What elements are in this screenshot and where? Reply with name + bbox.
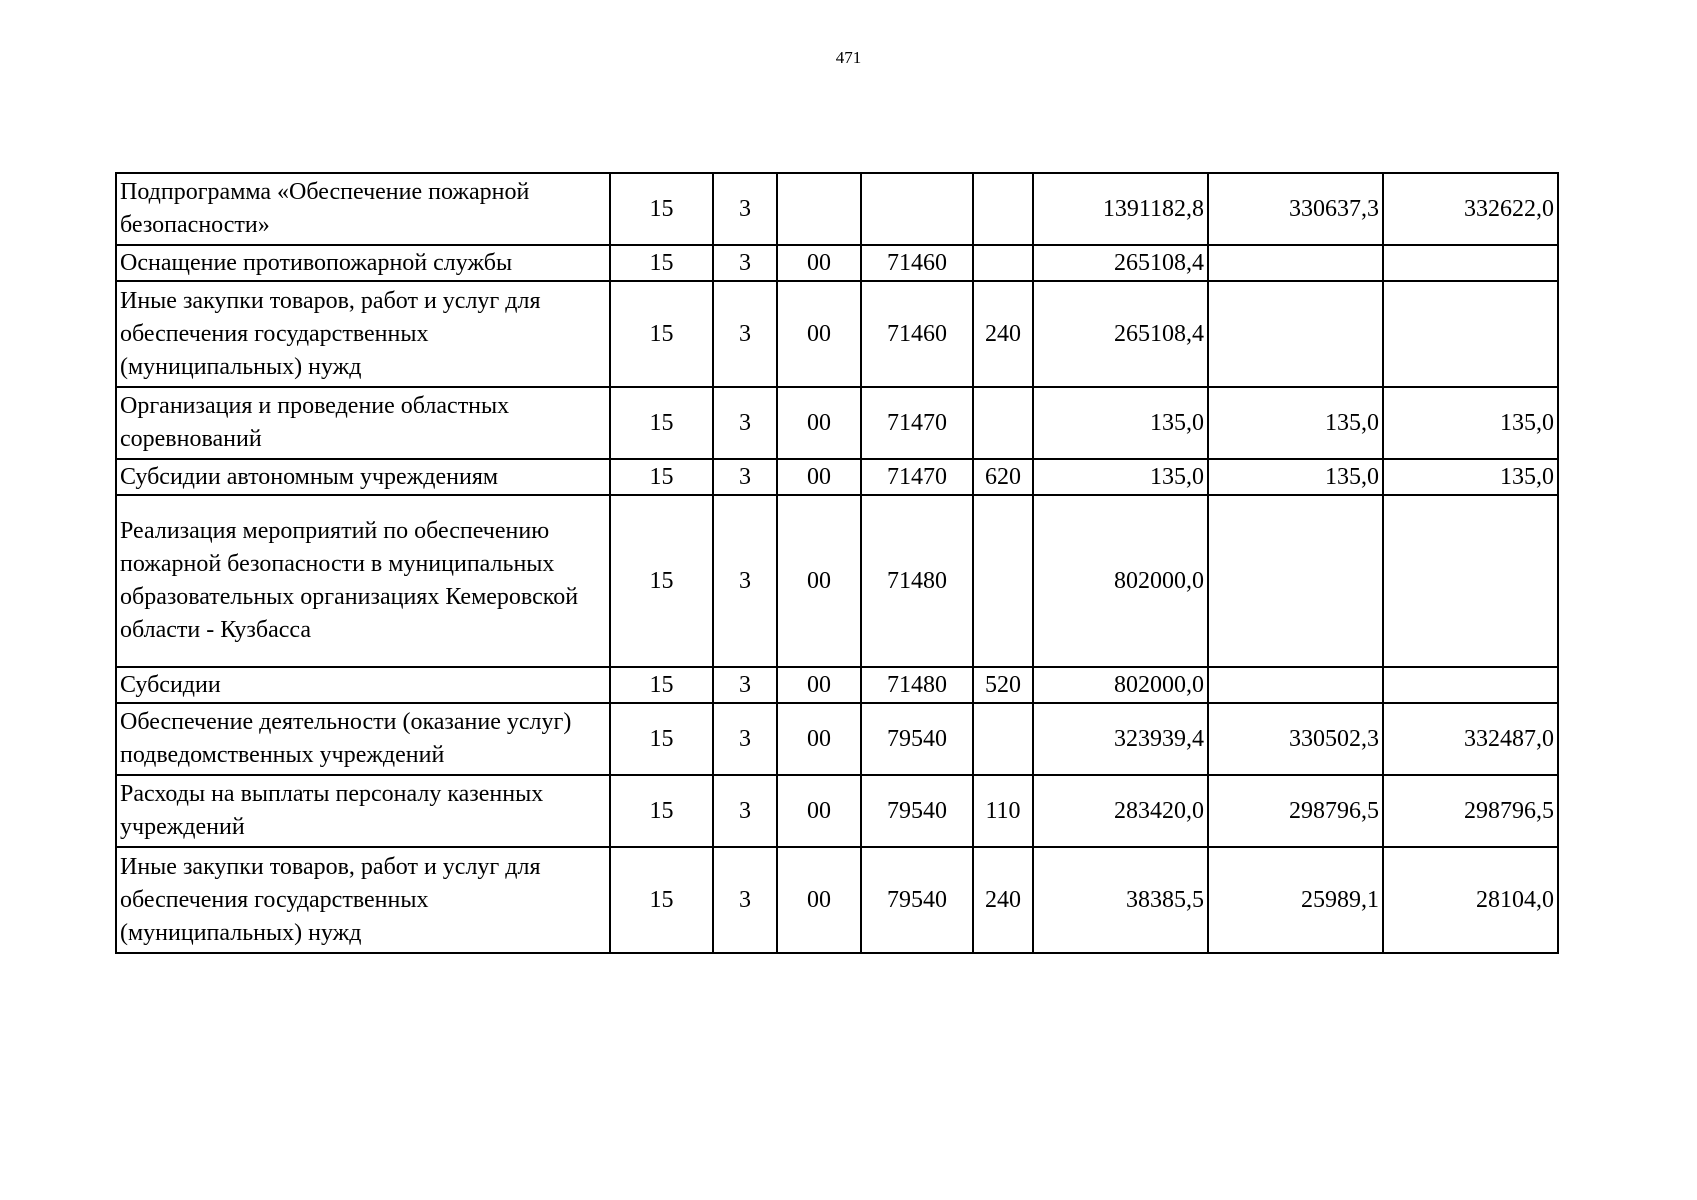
- cell-code-3: 00: [777, 281, 861, 387]
- row-name: Субсидии: [116, 667, 610, 703]
- cell-value-2: 135,0: [1208, 459, 1383, 495]
- cell-value-3: 332622,0: [1383, 173, 1558, 245]
- row-name: Реализация мероприятий по обеспечению пожарной безопасности в муниципальных образовательных организациях Кемеровской области - Кузбасса: [116, 495, 610, 667]
- cell-value-1: 1391182,8: [1033, 173, 1208, 245]
- cell-code-3: 00: [777, 245, 861, 281]
- cell-value-3: 332487,0: [1383, 703, 1558, 775]
- page-number: 471: [835, 48, 862, 67]
- cell-code-1: 15: [610, 847, 713, 953]
- cell-code-4: 79540: [861, 775, 973, 847]
- cell-value-1: 265108,4: [1033, 281, 1208, 387]
- cell-code-5: 620: [973, 459, 1033, 495]
- cell-value-1: 323939,4: [1033, 703, 1208, 775]
- table-row: [116, 667, 1558, 703]
- cell-value-2: [1208, 245, 1383, 281]
- table-row: [116, 847, 1558, 953]
- cell-code-4: 79540: [861, 847, 973, 953]
- row-name: Иные закупки товаров, работ и услуг для обеспечения государственных (муниципальных) нужд: [116, 847, 610, 953]
- cell-code-2: 3: [713, 775, 777, 847]
- cell-value-3: [1383, 245, 1558, 281]
- cell-value-1: 265108,4: [1033, 245, 1208, 281]
- cell-code-5: [973, 387, 1033, 459]
- cell-code-2: 3: [713, 173, 777, 245]
- cell-value-2: 330637,3: [1208, 173, 1383, 245]
- cell-code-5: [973, 245, 1033, 281]
- cell-code-4: 79540: [861, 703, 973, 775]
- cell-code-1: 15: [610, 173, 713, 245]
- cell-value-1: 38385,5: [1033, 847, 1208, 953]
- cell-value-3: [1383, 281, 1558, 387]
- cell-value-3: [1383, 495, 1558, 667]
- cell-value-2: 298796,5: [1208, 775, 1383, 847]
- cell-value-1: 802000,0: [1033, 495, 1208, 667]
- row-name: Подпрограмма «Обеспечение пожарной безопасности»: [116, 173, 610, 245]
- cell-code-3: 00: [777, 847, 861, 953]
- cell-code-3: 00: [777, 459, 861, 495]
- cell-value-3: 28104,0: [1383, 847, 1558, 953]
- cell-code-2: 3: [713, 703, 777, 775]
- cell-code-4: 71460: [861, 245, 973, 281]
- cell-value-2: 25989,1: [1208, 847, 1383, 953]
- cell-value-3: 135,0: [1383, 459, 1558, 495]
- cell-code-2: 3: [713, 847, 777, 953]
- cell-code-1: 15: [610, 703, 713, 775]
- cell-code-5: [973, 703, 1033, 775]
- cell-value-3: 298796,5: [1383, 775, 1558, 847]
- cell-code-1: 15: [610, 495, 713, 667]
- cell-code-2: 3: [713, 495, 777, 667]
- cell-code-5: 110: [973, 775, 1033, 847]
- table-row: [116, 703, 1558, 775]
- table-row: [116, 459, 1558, 495]
- row-name: Иные закупки товаров, работ и услуг для обеспечения государственных (муниципальных) нужд: [116, 281, 610, 387]
- row-name: Обеспечение деятельности (оказание услуг) подведомственных учреждений: [116, 703, 610, 775]
- cell-code-4: 71470: [861, 459, 973, 495]
- table-row: [116, 173, 1558, 245]
- cell-code-3: [777, 173, 861, 245]
- cell-code-1: 15: [610, 667, 713, 703]
- cell-value-2: [1208, 281, 1383, 387]
- cell-code-2: 3: [713, 245, 777, 281]
- cell-code-4: [861, 173, 973, 245]
- cell-code-4: 71460: [861, 281, 973, 387]
- row-name: Организация и проведение областных соревнований: [116, 387, 610, 459]
- cell-value-2: 135,0: [1208, 387, 1383, 459]
- cell-code-1: 15: [610, 459, 713, 495]
- cell-value-1: 802000,0: [1033, 667, 1208, 703]
- table-row: [116, 495, 1558, 667]
- row-name: Субсидии автономным учреждениям: [116, 459, 610, 495]
- cell-code-3: 00: [777, 387, 861, 459]
- cell-code-4: 71480: [861, 495, 973, 667]
- row-name: Расходы на выплаты персоналу казенных учреждений: [116, 775, 610, 847]
- cell-code-3: 00: [777, 667, 861, 703]
- cell-code-2: 3: [713, 667, 777, 703]
- cell-code-1: 15: [610, 387, 713, 459]
- cell-code-2: 3: [713, 387, 777, 459]
- cell-code-2: 3: [713, 281, 777, 387]
- cell-value-1: 135,0: [1033, 387, 1208, 459]
- table-row: [116, 775, 1558, 847]
- cell-code-1: 15: [610, 775, 713, 847]
- row-name: Оснащение противопожарной службы: [116, 245, 610, 281]
- cell-code-3: 00: [777, 775, 861, 847]
- cell-value-2: [1208, 495, 1383, 667]
- table-row: [116, 245, 1558, 281]
- cell-value-2: 330502,3: [1208, 703, 1383, 775]
- cell-value-3: [1383, 667, 1558, 703]
- cell-code-1: 15: [610, 281, 713, 387]
- cell-code-4: 71480: [861, 667, 973, 703]
- cell-code-3: 00: [777, 495, 861, 667]
- cell-code-5: [973, 495, 1033, 667]
- cell-code-1: 15: [610, 245, 713, 281]
- cell-value-2: [1208, 667, 1383, 703]
- cell-code-2: 3: [713, 459, 777, 495]
- cell-code-5: 240: [973, 847, 1033, 953]
- cell-code-4: 71470: [861, 387, 973, 459]
- table-row: [116, 387, 1558, 459]
- cell-code-5: [973, 173, 1033, 245]
- cell-value-1: 283420,0: [1033, 775, 1208, 847]
- table-row: [116, 281, 1558, 387]
- cell-code-5: 520: [973, 667, 1033, 703]
- budget-table: [115, 172, 1559, 954]
- cell-code-3: 00: [777, 703, 861, 775]
- cell-code-5: 240: [973, 281, 1033, 387]
- cell-value-1: 135,0: [1033, 459, 1208, 495]
- cell-value-3: 135,0: [1383, 387, 1558, 459]
